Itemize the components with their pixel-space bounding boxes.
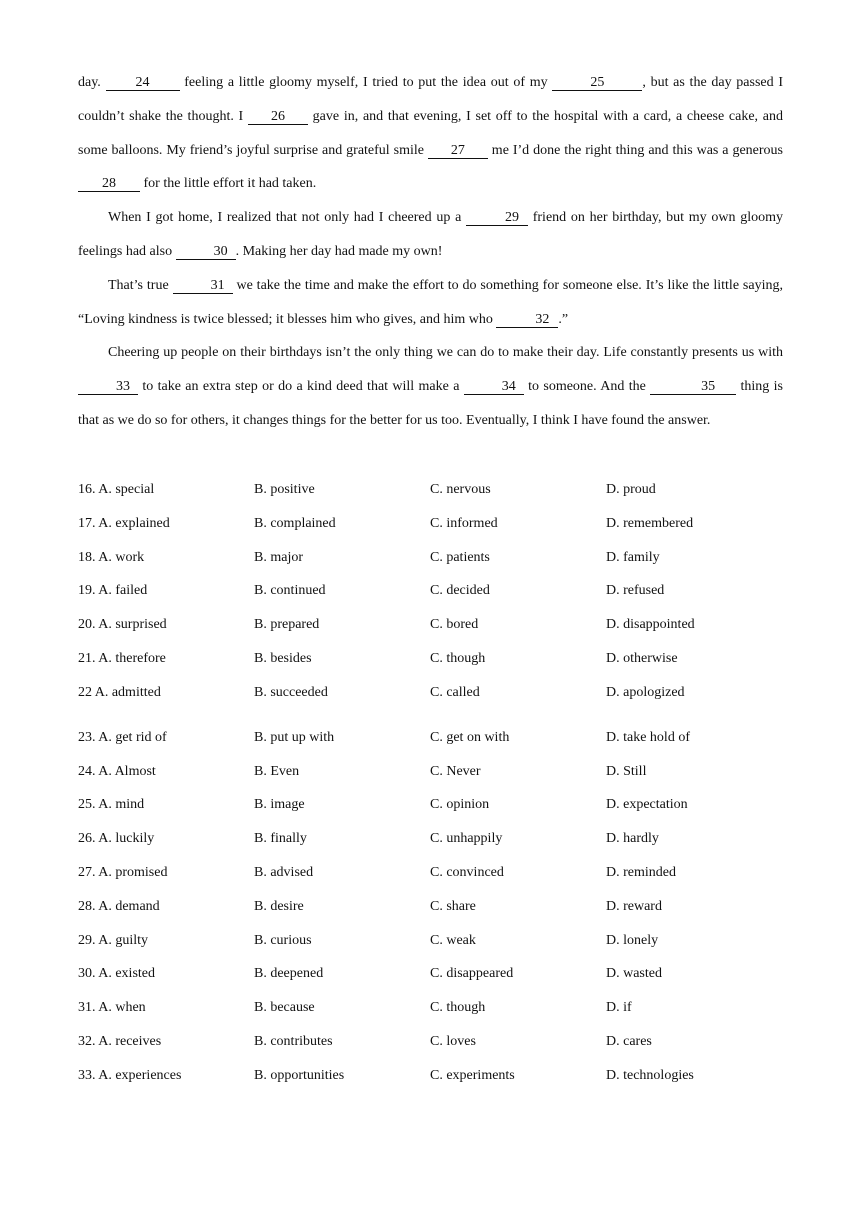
option-23-b: B. put up with (254, 729, 335, 745)
option-24-b: B. Even (254, 763, 300, 779)
option-31-d: D. if (606, 1000, 632, 1016)
paragraph-2 (78, 201, 783, 269)
text: me I’d done the right thing and this was a generous (487, 142, 783, 158)
option-33-b: B. opportunities (254, 1067, 345, 1083)
option-22-b: B. succeeded (254, 684, 328, 700)
option-16-b: B. positive (254, 482, 315, 497)
text: friend on her birthday, but my own gloomy feelings had also (78, 210, 784, 259)
option-25-b: B. image (254, 797, 305, 813)
option-31-a: 31. A. when (78, 1000, 146, 1016)
option-row-28 (78, 895, 783, 929)
option-row-20 (78, 613, 783, 647)
option-16-c: C. nervous (430, 482, 491, 497)
option-31-c: C. though (430, 1000, 486, 1016)
paragraph-3 (78, 269, 783, 337)
option-26-d: D. hardly (606, 831, 659, 847)
text: to someone. And the (523, 379, 651, 395)
option-17-a: 17. A. explained (78, 515, 170, 531)
option-row-17 (78, 512, 783, 546)
option-18-d: D. family (606, 549, 660, 565)
option-18-b: B. major (254, 549, 303, 565)
option-29-c: C. weak (430, 932, 476, 948)
text: Cheering up people on their birthdays isn’t the only thing we can do to make their day. Life constantly presents us with (108, 345, 783, 361)
text: That’s true (108, 277, 173, 293)
option-33-a: 33. A. experiences (78, 1067, 182, 1083)
option-21-a: 21. A. therefore (78, 650, 166, 666)
option-17-d: D. remembered (606, 515, 694, 531)
option-22-a: 22 A. admitted (78, 684, 161, 700)
option-32-b: B. contributes (254, 1033, 333, 1049)
option-28-a: 28. A. demand (78, 898, 160, 914)
option-18-a: 18. A. work (78, 549, 145, 565)
option-21-c: C. though (430, 650, 486, 666)
text: we take the time and make the effort to do something for someone else. It’s like the little saying, “Loving kindness is twice blessed; it blesses him who gives, and him who (78, 277, 783, 327)
option-row-23 (78, 726, 783, 760)
option-21-b: B. besides (254, 650, 312, 666)
option-20-b: B. prepared (254, 617, 320, 633)
blank-24: 24 (106, 75, 180, 91)
option-row-29 (78, 929, 783, 963)
option-row-16 (78, 478, 783, 512)
option-32-d: D. cares (606, 1033, 652, 1049)
option-26-b: B. finally (254, 831, 307, 847)
option-20-c: C. bored (430, 617, 479, 633)
option-30-a: 30. A. existed (78, 966, 155, 982)
text: feeling a little gloomy myself, I tried to put the idea out of my (179, 75, 553, 90)
blank-27: 27 (428, 143, 488, 159)
option-29-b: B. curious (254, 932, 312, 948)
option-22-d: D. apologized (606, 684, 685, 700)
option-row-30 (78, 962, 783, 996)
option-28-c: C. share (430, 898, 476, 914)
option-row-32 (78, 1030, 783, 1064)
option-25-a: 25. A. mind (78, 797, 145, 813)
option-row-18 (78, 546, 783, 580)
option-30-c: C. disappeared (430, 966, 514, 982)
option-33-c: C. experiments (430, 1067, 515, 1083)
option-26-a: 26. A. luckily (78, 831, 155, 847)
option-29-a: 29. A. guilty (78, 932, 149, 948)
text: . Making her day had made my own! (235, 243, 443, 259)
option-24-a: 24. A. Almost (78, 763, 156, 779)
option-17-b: B. complained (254, 515, 336, 531)
option-32-a: 32. A. receives (78, 1033, 162, 1049)
option-row-25 (78, 793, 783, 827)
option-23-a: 23. A. get rid of (78, 729, 167, 745)
blank-34: 34 (464, 379, 524, 395)
text: , but as the day passed I couldn’t shake the thought. I (78, 75, 784, 124)
option-19-c: C. decided (430, 583, 490, 599)
option-18-c: C. patients (430, 549, 490, 565)
option-27-b: B. advised (254, 864, 314, 880)
option-30-b: B. deepened (254, 966, 324, 982)
option-19-a: 19. A. failed (78, 583, 148, 599)
option-row-21 (78, 647, 783, 681)
blank-30: 30 (176, 244, 236, 260)
blank-26: 26 (248, 109, 308, 125)
blank-31: 31 (173, 278, 233, 294)
blank-25: 25 (552, 75, 642, 91)
blank-33: 33 (78, 379, 138, 395)
option-32-c: C. loves (430, 1033, 476, 1049)
option-20-a: 20. A. surprised (78, 617, 167, 633)
option-23-d: D. take hold of (606, 729, 690, 745)
option-26-c: C. unhappily (430, 831, 503, 847)
text: .” (558, 311, 569, 327)
option-row-22 (78, 681, 783, 726)
option-29-d: D. lonely (606, 932, 659, 948)
option-row-26 (78, 827, 783, 861)
text: day. (78, 75, 106, 90)
option-20-d: D. disappointed (606, 617, 695, 633)
option-28-d: D. reward (606, 898, 662, 914)
option-24-d: D. Still (606, 763, 647, 779)
text: When I got home, I realized that not only had I cheered up a (108, 210, 467, 226)
option-16-a: 16. A. special (78, 482, 155, 497)
option-row-33 (78, 1064, 783, 1098)
blank-28: 28 (78, 176, 140, 192)
blank-32: 32 (496, 312, 558, 328)
option-27-a: 27. A. promised (78, 864, 168, 880)
blank-35: 35 (650, 379, 736, 395)
text: to take an extra step or do a kind deed that will make a (138, 379, 464, 395)
option-row-31 (78, 996, 783, 1030)
text: for the little effort it had taken. (140, 176, 317, 192)
option-30-d: D. wasted (606, 966, 662, 982)
option-27-d: D. reminded (606, 864, 676, 880)
answer-options (78, 478, 783, 1098)
option-33-d: D. technologies (606, 1067, 694, 1083)
option-28-b: B. desire (254, 898, 304, 914)
option-24-c: C. Never (430, 763, 481, 779)
text: thing is that as we do so for others, it changes things for the better for us too. Eventually, I think I have found the answer. (78, 379, 783, 428)
option-row-24 (78, 760, 783, 794)
blank-29: 29 (466, 210, 528, 226)
option-19-b: B. continued (254, 583, 326, 599)
paragraph-1 (78, 66, 783, 201)
option-25-c: C. opinion (430, 797, 490, 813)
option-31-b: B. because (254, 1000, 315, 1016)
option-row-19 (78, 579, 783, 613)
option-row-27 (78, 861, 783, 895)
text: gave in, and that evening, I set off to the hospital with a card, a cheese cake, and some balloons. My friend’s joyful surprise and grateful smile (78, 108, 783, 158)
option-23-c: C. get on with (430, 729, 510, 745)
option-21-d: D. otherwise (606, 650, 678, 666)
option-19-d: D. refused (606, 583, 665, 599)
option-16-d: D. proud (606, 482, 656, 497)
option-27-c: C. convinced (430, 864, 504, 880)
option-17-c: C. informed (430, 515, 498, 531)
passage (78, 66, 783, 438)
option-22-c: C. called (430, 684, 480, 700)
option-25-d: D. expectation (606, 797, 688, 813)
paragraph-4 (78, 336, 783, 437)
